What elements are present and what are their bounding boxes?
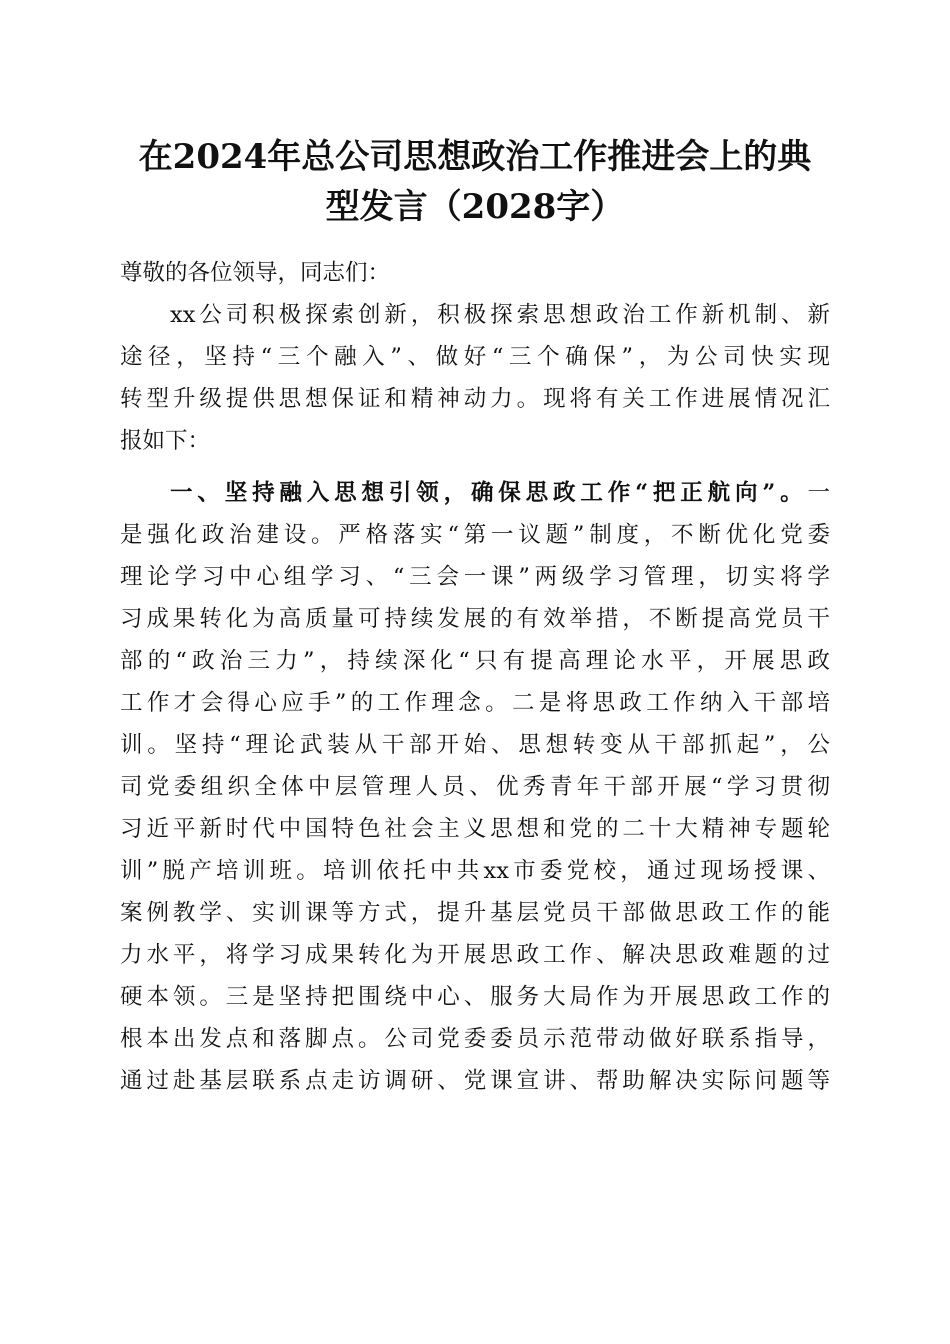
section-1-heading-line: [120, 472, 830, 514]
section-1-line-5: 工作才会得心应手”的工作理念。二是将思政工作纳入干部培: [120, 690, 830, 716]
document-title: [110, 132, 840, 232]
section-1-heading: 一、坚持融入思想引领，确保思政工作“把正航向”。: [170, 480, 808, 506]
title-line-2: 型发言（2028字）: [325, 187, 625, 227]
section-1-line-7: 司党委组织全体中层管理人员、优秀青年干部开展“学习贯彻: [120, 774, 830, 800]
section-1-line-9: 训”脱产培训班。培训依托中共xx市委党校，通过现场授课、: [120, 858, 830, 884]
section-1-line-3: 习成果转化为高质量可持续发展的有效举措，不断提高党员干: [120, 606, 830, 632]
intro-line-4: 报如下：: [120, 428, 211, 454]
section-1-line-14: 通过赴基层联系点走访调研、党课宣讲、帮助解决实际问题等: [120, 1068, 830, 1094]
section-1-line-8: 习近平新时代中国特色社会主义思想和党的二十大精神专题轮: [120, 816, 830, 842]
section-1-line-11: 力水平，将学习成果转化为开展思政工作、解决思政难题的过: [120, 942, 830, 968]
salutation: 尊敬的各位领导，同志们：: [120, 260, 391, 286]
section-1-line-12: 硬本领。三是坚持把围绕中心、服务大局作为开展思政工作的: [120, 984, 830, 1010]
section-1-line-13: 根本出发点和落脚点。公司党委委员示范带动做好联系指导，: [120, 1026, 830, 1052]
section-1-line-1: 是强化政治建设。严格落实“第一议题”制度，不断优化党委: [120, 522, 830, 548]
section-1-line-10: 案例教学、实训课等方式，提升基层党员干部做思政工作的能: [120, 900, 830, 926]
section-1-line-2: 理论学习中心组学习、“三会一课”两级学习管理，切实将学: [120, 564, 830, 590]
section-1-line-6: 训。坚持“理论武装从干部开始、思想转变从干部抓起”，公: [120, 732, 830, 758]
section-1-heading-tail: 一: [807, 480, 830, 506]
intro-line-1: xx公司积极探索创新，积极探索思想政治工作新机制、新: [170, 302, 830, 328]
section-1-line-4: 部的“政治三力”，持续深化“只有提高理论水平，开展思政: [120, 648, 830, 674]
document-body: [120, 252, 830, 1102]
intro-line-2: 途径，坚持“三个融入”、做好“三个确保”，为公司快实现: [120, 344, 830, 370]
title-line-1: 在2024年总公司思想政治工作推进会上的典: [138, 137, 812, 177]
intro-line-3: 转型升级提供思想保证和精神动力。现将有关工作进展情况汇: [120, 386, 830, 412]
